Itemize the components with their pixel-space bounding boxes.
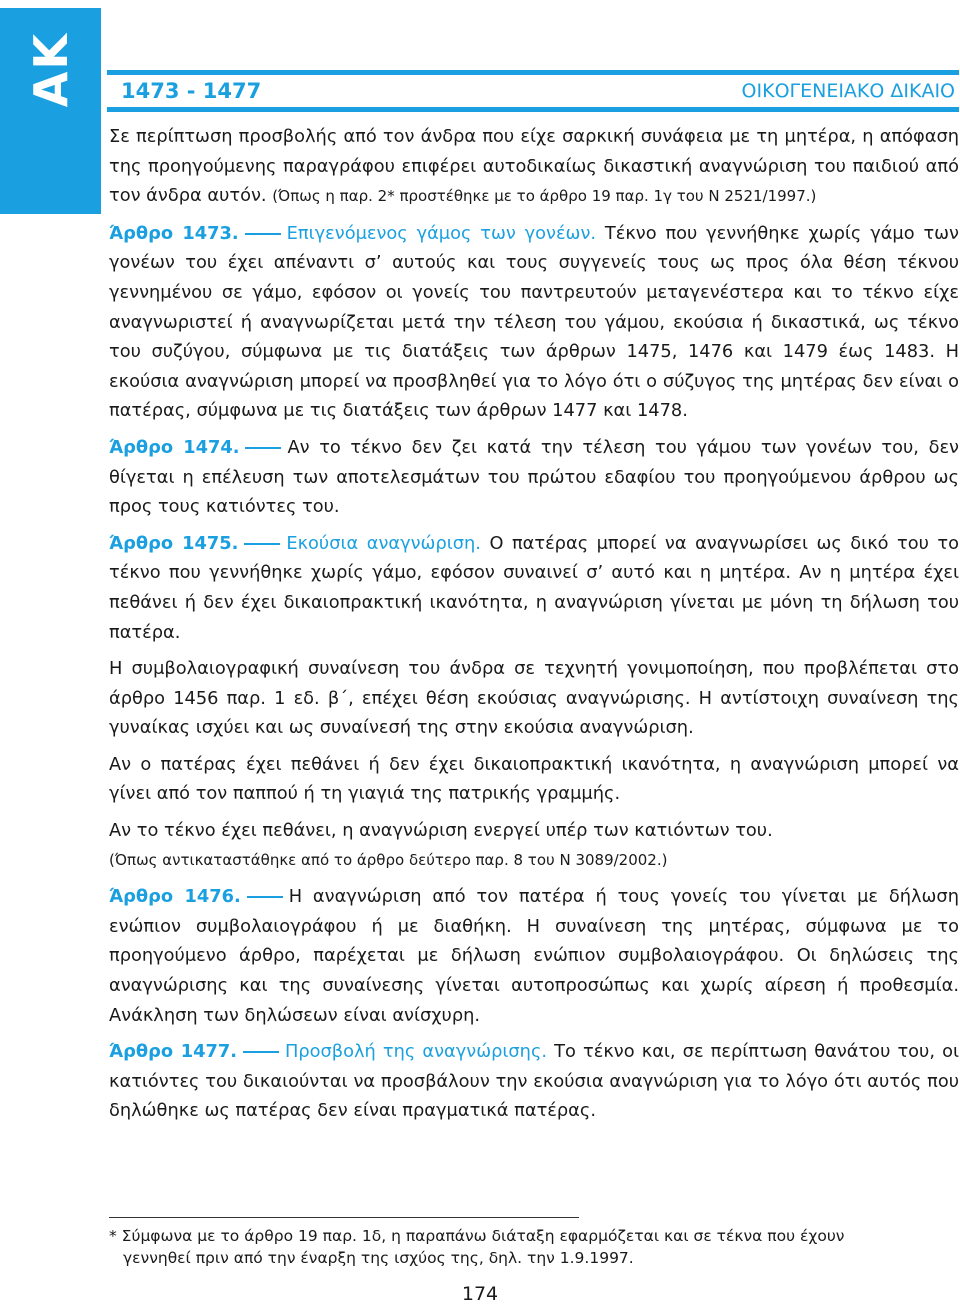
article-1477-number: Άρθρο 1477.	[109, 1041, 237, 1063]
section-tab-label: ΑΚ	[23, 32, 78, 108]
em-dash	[247, 896, 283, 898]
intro-note: (Όπως η παρ. 2* προστέθηκε με το άρθρο 19 παρ. 1γ του Ν 2521/1997.)	[272, 187, 817, 206]
article-1474-number: Άρθρο 1474.	[109, 436, 240, 458]
article-range: 1473 - 1477	[121, 79, 262, 103]
article-1476-number: Άρθρο 1476.	[109, 886, 241, 908]
footnote	[109, 1225, 959, 1269]
intro-text: Σε περίπτωση προσβολής από τον άνδρα που είχε σαρκική συνάφεια με τη μητέρα, η απόφαση της προηγούμενης παραγράφου επιφέρει αυτοδικαίως δικαστική αναγνώριση του παιδιού από τον άνδρα αυτόν.	[109, 126, 959, 207]
article-1473-body: Τέκνο που γεννήθηκε χωρίς γάμο των γονέων του έχει απέναντι σ’ αυτούς και τους συγγενείς τους ως προς όλα θέση τέκνου γεννημένου σε γάμο, εφόσον οι γονείς του παντρευτούν μεταγενέστερα και το τέκνο είχε αναγνωριστεί ή αναγνωρίζεται μετά την τέλεση του γάμου, εκούσια ή δικαστικά, ως τέκνο του συζύγου, σύμφωνα με τις διατάξεις των άρθρων 1475, 1476 και 1479 έως 1483. Η εκούσια αναγνώριση μπορεί να προσβληθεί για το λόγο ότι ο σύζυγος της μητέρας δεν είναι ο πατέρας, σύμφωνα με τις διατάξεις των άρθρων 1477 και 1478.	[109, 222, 959, 422]
em-dash	[245, 233, 281, 235]
footnote-line-1: * Σύμφωνα με το άρθρο 19 παρ. 1δ, η παραπάνω διάταξη εφαρμόζεται και σε τέκνα που έχουν	[109, 1227, 845, 1245]
footnote-divider	[109, 1217, 579, 1218]
article-1473-number: Άρθρο 1473.	[109, 222, 239, 244]
article-1473-title: Επιγενόμενος γάμος των γονέων.	[286, 222, 597, 244]
intro-paragraph	[109, 122, 959, 212]
article-1475-paragraph-2: Η συμβολαιογραφική συναίνεση του άνδρα σε τεχνητή γονιμοποίηση, που προβλέπεται στο άρθρο 1456 παρ. 1 εδ. β΄, επέχει θέση εκούσιας αναγνώρισης. Η αντίστοιχη συναίνεση της γυναίκας ισχύει και ως συναίνεσή της στην εκούσια αναγνώριση.	[109, 658, 959, 739]
article-1476-body: Η αναγνώριση από τον πατέρα ή τους γονείς του γίνεται με δήλωση ενώπιον συμβολαιογράφου ή με διαθήκη. Η συναίνεση της μητέρας, σύμφωνα με το προηγούμενο άρθρο, παρέχεται με δήλωση ενώπιον συμβολαιογράφου. Οι δηλώσεις της αναγνώρισης και της συναίνεσης γίνεται αυτοπροσώπως και χωρίς αίρεση ή προθεσμία. Ανάκληση των δηλώσεων είναι ανίσχυρη.	[109, 886, 959, 1026]
article-1475-number: Άρθρο 1475.	[109, 532, 239, 554]
page-body	[109, 122, 959, 1133]
article-1477-title: Προσβολή της αναγνώρισης.	[284, 1041, 548, 1063]
article-1475-note: (Όπως αντικαταστάθηκε από το άρθρο δεύτερο παρ. 8 του Ν 3089/2002.)	[109, 850, 668, 869]
section-tab	[0, 8, 101, 214]
article-1475-p1: Ο πατέρας μπορεί να αναγνωρίσει ως δικό του το τέκνο που γεννήθηκε χωρίς γάμο, εφόσον συναινεί σ’ αυτό και η μητέρα. Αν η μητέρα έχει πεθάνει ή δεν έχει δικαιοπρακτική ικανότητα, η αναγνώριση γίνεται με μόνη τη δήλωση του πατέρα.	[109, 532, 959, 643]
em-dash	[244, 543, 280, 545]
em-dash	[243, 1051, 279, 1053]
article-1473	[109, 219, 959, 426]
footnote-line-2: γεννηθεί πριν από την έναρξη της ισχύος της, δηλ. την 1.9.1997.	[123, 1249, 634, 1267]
section-title: ΟΙΚΟΓΕΝΕΙΑΚΟ ΔΙΚΑΙΟ	[741, 80, 955, 102]
article-1475-paragraph-4: Αν το τέκνο έχει πεθάνει, η αναγνώριση ενεργεί υπέρ των κατιόντων του.	[109, 820, 773, 842]
running-header	[107, 70, 959, 112]
article-1476	[109, 882, 959, 1030]
article-1477	[109, 1037, 959, 1126]
article-1474-body: Αν το τέκνο δεν ζει κατά την τέλεση του γάμου των γονέων του, δεν θίγεται η επέλευση των αποτελεσμάτων του πρώτου εδαφίου του προηγούμενου άρθρου ως προς τους κατιόντες του.	[109, 436, 959, 518]
page-number: 174	[461, 1283, 499, 1305]
article-1474	[109, 433, 959, 522]
article-1475	[109, 529, 959, 647]
em-dash	[245, 447, 281, 449]
article-1475-title: Εκούσια αναγνώριση.	[286, 532, 481, 554]
article-1477-body: Το τέκνο και, σε περίπτωση θανάτου του, οι κατιόντες του δικαιούνται να προσβάλουν την εκούσια αναγνώριση για το λόγο ότι αυτός που δηλώθηκε ως πατέρας δεν είναι πραγματικά πατέρας.	[109, 1041, 959, 1122]
article-1475-paragraph-3: Αν ο πατέρας έχει πεθάνει ή δεν έχει δικαιοπρακτική ικανότητα, η αναγνώριση μπορεί να γίνει από τον παππού ή τη γιαγιά της πατρικής γραμμής.	[109, 753, 959, 805]
